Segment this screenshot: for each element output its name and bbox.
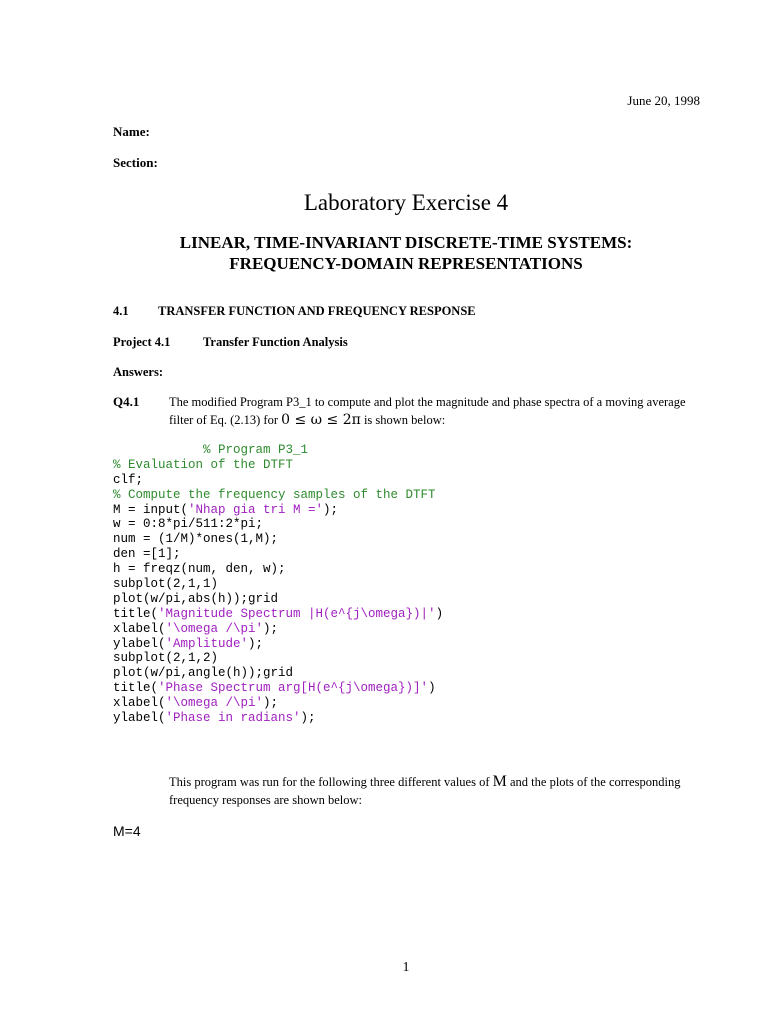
code-text: M = input( — [113, 502, 189, 517]
document-title: Laboratory Exercise 4 — [303, 190, 509, 215]
code-line — [113, 666, 443, 681]
code-text: ); — [248, 636, 264, 651]
code-text: xlabel( — [113, 696, 166, 711]
run-text-line-2: frequency responses are shown below: — [169, 793, 362, 807]
document-date: June 20, 1998 — [627, 93, 700, 108]
omega-range-math: 0 ≤ ω ≤ 2π — [281, 412, 361, 428]
code-line — [113, 473, 443, 488]
code-comment: % Compute the frequency samples of the DTFT — [113, 487, 436, 502]
code-line — [113, 443, 443, 458]
code-text: ); — [300, 711, 316, 726]
code-text: plot(w/pi,abs(h));grid — [113, 591, 279, 606]
matlab-code-block — [113, 443, 443, 726]
question-text-line-2 — [169, 412, 445, 428]
code-text: w = 0:8*pi/511:2*pi; — [113, 517, 264, 532]
code-line — [113, 637, 443, 652]
code-line — [113, 681, 443, 696]
code-string: 'Nhap gia tri M =' — [188, 502, 324, 517]
m-value-label: M=4 — [113, 823, 141, 839]
run-text-post: and the plots of the corresponding — [506, 775, 681, 789]
code-text: ) — [428, 681, 436, 696]
code-text: ); — [263, 696, 279, 711]
code-text: title( — [113, 606, 159, 621]
code-line — [113, 532, 443, 547]
code-line — [113, 592, 443, 607]
section-label: Section: — [113, 155, 158, 170]
project-label: Project 4.1 — [113, 335, 171, 349]
code-text: num = (1/M)*ones(1,M); — [113, 532, 279, 547]
code-string: 'Phase Spectrum arg[H(e^{j\omega})]' — [158, 681, 429, 696]
subtitle-line-2: FREQUENCY-DOMAIN REPRESENTATIONS — [229, 254, 583, 273]
project-title: Transfer Function Analysis — [203, 335, 348, 349]
code-text: plot(w/pi,angle(h));grid — [113, 666, 294, 681]
question-text-pre: filter of Eq. (2.13) for — [169, 413, 282, 427]
code-comment: % Program P3_1 — [113, 443, 309, 457]
code-line — [113, 517, 443, 532]
code-line — [113, 488, 443, 503]
question-text-post: is shown below: — [360, 413, 446, 427]
run-text-pre: This program was run for the following three different values of — [169, 775, 493, 789]
code-line — [113, 711, 443, 726]
run-text-line-1 — [169, 773, 680, 791]
code-text: ); — [323, 502, 339, 517]
code-line — [113, 458, 443, 473]
code-text: title( — [113, 681, 159, 696]
code-line — [113, 622, 443, 637]
code-text: xlabel( — [113, 621, 166, 636]
code-line — [113, 503, 443, 518]
name-label: Name: — [113, 124, 150, 139]
code-line — [113, 651, 443, 666]
code-text: ylabel( — [113, 711, 166, 726]
code-text: h = freqz(num, den, w); — [113, 562, 286, 577]
code-line — [113, 562, 443, 577]
subtitle-line-1: LINEAR, TIME-INVARIANT DISCRETE-TIME SYSTEMS: — [179, 233, 633, 252]
section-title: TRANSFER FUNCTION AND FREQUENCY RESPONSE — [158, 304, 476, 318]
code-string: 'Magnitude Spectrum |H(e^{j\omega})|' — [158, 606, 436, 621]
code-string: 'Amplitude' — [165, 636, 249, 651]
run-text-variable: M — [492, 773, 507, 790]
code-text: ); — [263, 621, 279, 636]
code-string: '\omega /\pi' — [165, 621, 264, 636]
code-line — [113, 696, 443, 711]
code-line — [113, 607, 443, 622]
code-text: den =[1]; — [113, 547, 181, 562]
code-text: ylabel( — [113, 636, 166, 651]
question-text-line-1: The modified Program P3_1 to compute and plot the magnitude and phase spectra of a moving average — [169, 395, 686, 409]
code-text: subplot(2,1,2) — [113, 651, 219, 666]
code-string: 'Phase in radians' — [165, 711, 301, 726]
code-line — [113, 577, 443, 592]
code-text: ) — [435, 606, 444, 621]
code-text: clf; — [113, 472, 144, 487]
question-label: Q4.1 — [113, 394, 140, 409]
section-number: 4.1 — [113, 304, 129, 318]
code-comment: % Evaluation of the DTFT — [113, 457, 294, 472]
code-string: '\omega /\pi' — [165, 696, 264, 711]
page-number: 1 — [402, 960, 410, 975]
answers-label: Answers: — [113, 365, 163, 379]
code-line — [113, 547, 443, 562]
code-text: subplot(2,1,1) — [113, 577, 219, 592]
